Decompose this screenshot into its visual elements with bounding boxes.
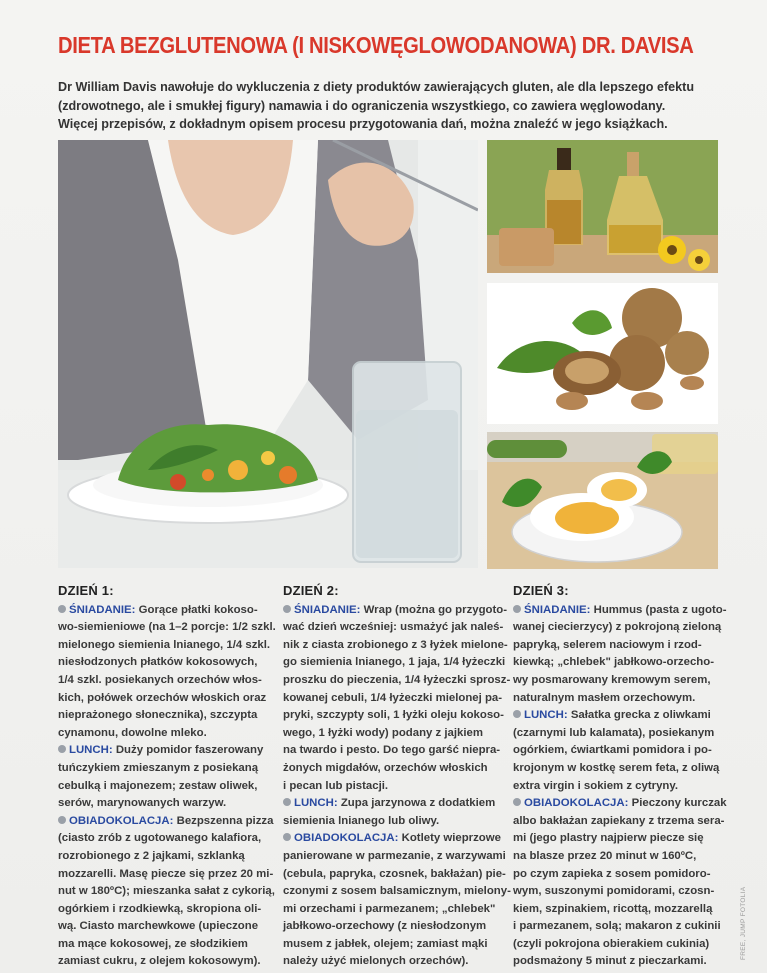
meal-label: ŚNIADANIE: xyxy=(294,603,361,616)
meal-label: ŚNIADANIE: xyxy=(524,603,591,616)
bullet-icon xyxy=(283,798,291,806)
article-title: DIETA BEZGLUTENOWA (I NISKOWĘGLOWODANOWA) DR. DAVISA xyxy=(58,32,694,58)
bullet-icon xyxy=(283,833,291,841)
meal-line: OBIADOKOLACJA: Pieczony kurczak xyxy=(513,795,728,813)
walnuts-illustration xyxy=(487,283,718,424)
photo-woman-eating-salad xyxy=(58,140,478,568)
intro-line: Więcej przepisów, z dokładnym opisem procesu przygotowania dań, można znaleźć w jego książkach. xyxy=(58,117,668,131)
meal-line: OBIADOKOLACJA: Kotlety wieprzowe xyxy=(283,830,498,848)
meal-label: LUNCH: xyxy=(294,797,338,810)
photo-oil-bottles xyxy=(487,140,718,273)
photo-boiled-eggs xyxy=(487,432,718,569)
day-2-menu: DZIEŃ 2: ŚNIADANIE: Wrap (można go przygoto- wać dzień wcześniej: usmażyć jak naleś- nik z ciasta zrobionego z 3 łyżek mielone- go siemienia lnianego, 1 jaja, 1/4 łyżeczki proszku do pieczenia, 1/4 łyżeczki sprosz- kowanej cebuli, 1/4 łyżeczki mielonej pa- pryki, szczypty soli, 1 łyżki oleju kokoso- wego, 1 łyżki wody) podany z jajkiem na twardo i pesto. Do tego garść niepra- żonych migdałów, orzechów włoskich i pecan lub pistacji. LUNCH: Zupa jarzynowa z dodatkiem siemienia lnianego lub oliwy. OBIADOKOLACJA: Kotlety wieprzowe panierowane w parmezanie, z warzywami (cebula, papryka, czosnek, bakłażan) pie- czonymi z sosem balsamicznym, mielony- mi orzechami i parmezanem; „chlebek" jabłkowo-orzechowy (z niesłodzonym musem z jabłek, olejem; zamiast mąki należy użyć mielonych orzechów). xyxy=(283,583,511,968)
meal-line: OBIADOKOLACJA: Bezpszenna pizza xyxy=(58,813,268,831)
intro-line: Dr William Davis nawołuje do wykluczenia z diety produktów zawierających gluten, ale dla lepszego efektu xyxy=(58,80,695,94)
meal-line: LUNCH: Sałatka grecka z oliwkami xyxy=(513,707,728,725)
bullet-icon xyxy=(513,798,521,806)
photo-credit: FREE, JUMP FOTOLIA xyxy=(740,886,747,960)
day-heading: DZIEŃ 1: xyxy=(58,583,114,598)
meal-label: OBIADOKOLACJA: xyxy=(294,832,399,845)
oil-bottles-illustration xyxy=(487,140,718,273)
bullet-icon xyxy=(283,605,291,613)
eggs-illustration xyxy=(487,432,718,569)
bullet-icon xyxy=(58,745,66,753)
day-heading: DZIEŃ 3: xyxy=(513,583,569,598)
day-heading: DZIEŃ 2: xyxy=(283,583,339,598)
meal-label: ŚNIADANIE: xyxy=(69,603,136,616)
meal-label: OBIADOKOLACJA: xyxy=(69,814,174,827)
intro-line: (zdrowotnego, ale i smukłej figury) namawia i do ograniczenia wszystkiego, co zawiera węglowodany. xyxy=(58,98,666,113)
bullet-icon xyxy=(58,816,66,824)
bullet-icon xyxy=(513,710,521,718)
meal-line: ŚNIADANIE: Gorące płatki kokoso- xyxy=(58,602,268,620)
day-1-menu: DZIEŃ 1: ŚNIADANIE: Gorące płatki kokoso- wo-siemieniowe (na 1–2 porcje: 1/2 szkl. mielonego siemienia lnianego, 1/4 szkl. niesłodzonych płatków kokosowych, 1/4 szkl. posiekanych orzechów włos- kich, połówek orzechów włoskich oraz nieprażonego słonecznika), szczypta cynamonu, dowolne mleko. LUNCH: Duży pomidor faszerowany tuńczykiem zmieszanym z posiekaną cebulką i majonezem; zestaw oliwek, serów, marynowanych warzyw. OBIADOKOLACJA: Bezpszenna pizza (ciasto zrób z ugotowanego kalafiora, rozrobionego z 2 jajkami, szklanką mozzarelli. Masę piecze się przez 20 mi- nut w 180ºC); mieszanka sałat z cykorią, ogórkiem i rzodkiewką, skropiona oli- wą. Ciasto marchewkowe (upieczone ma mące kokosowej, ze słodzikiem zamiast cukru, z olejem kokosowym). xyxy=(58,583,276,968)
meal-line: ŚNIADANIE: Wrap (można go przygoto- xyxy=(283,602,498,620)
meal-line: LUNCH: Duży pomidor faszerowany xyxy=(58,742,268,760)
bullet-icon xyxy=(513,605,521,613)
woman-salad-illustration xyxy=(58,140,478,568)
bullet-icon xyxy=(58,605,66,613)
article-intro xyxy=(58,78,723,134)
meal-label: LUNCH: xyxy=(524,709,568,722)
meal-label: OBIADOKOLACJA: xyxy=(524,797,629,810)
day-3-menu: DZIEŃ 3: ŚNIADANIE: Hummus (pasta z ugoto- wanej ciecierzycy) z pokrojoną zieloną papryką, selerem naciowym i rzod- kiewką; „chlebek" jabłkowo-orzecho- wy posmarowany kremowym serem, naturalnym masłem orzechowym. LUNCH: Sałatka grecka z oliwkami (czarnymi lub kalamata), posiekanym ogórkiem, ćwiartkami pomidora i po- krojonym w kostkę serem feta, z oliwą extra virgin i sokiem z cytryny. OBIADOKOLACJA: Pieczony kurczak albo bakłażan zapiekany z trzema sera- mi (jego plastry najpierw piecze się na blasze przez 20 minut w 160ºC, po czym zapieka z sosem pomidoro- wym, suszonymi pomidorami, czosn- kiem, szpinakiem, ricottą, mozzarellą i parmezanem, solą; makaron z cukinii (czyli pokrojona obierakiem cukinia) podsmażony 5 minut z pieczarkami. xyxy=(513,583,727,968)
photo-walnuts xyxy=(487,283,718,424)
meal-line: ŚNIADANIE: Hummus (pasta z ugoto- xyxy=(513,602,728,620)
meal-line: LUNCH: Zupa jarzynowa z dodatkiem xyxy=(283,795,498,813)
meal-label: LUNCH: xyxy=(69,744,113,757)
